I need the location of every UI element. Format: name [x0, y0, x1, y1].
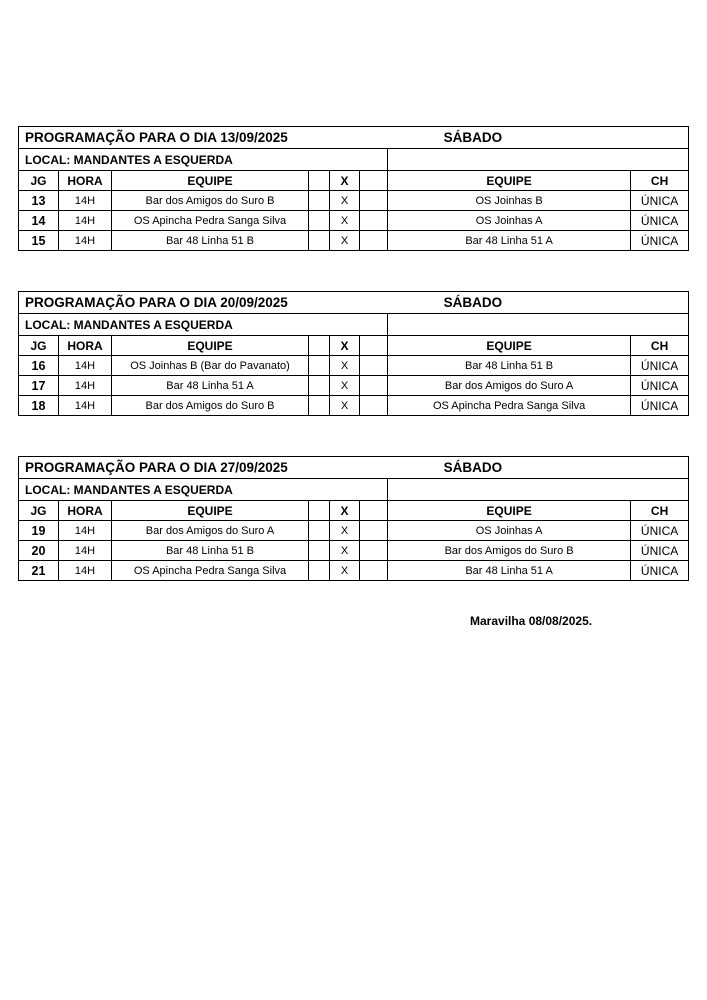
- schedule-local-blank: [388, 314, 689, 336]
- schedule-table: [18, 456, 689, 581]
- schedule-title-row: [19, 292, 689, 314]
- game-ch: ÚNICA: [631, 231, 689, 251]
- away-team: OS Apincha Pedra Sanga Silva: [388, 396, 631, 416]
- versus: X: [330, 376, 360, 396]
- versus: X: [330, 231, 360, 251]
- versus: X: [330, 191, 360, 211]
- versus: X: [330, 541, 360, 561]
- away-team: Bar 48 Linha 51 A: [388, 561, 631, 581]
- header-hora: HORA: [59, 171, 112, 191]
- spacer-cell: [360, 541, 388, 561]
- schedule-local-row: [19, 149, 689, 171]
- spacer-cell: [309, 521, 330, 541]
- game-time: 14H: [59, 376, 112, 396]
- game-ch: ÚNICA: [631, 191, 689, 211]
- header-home-team: EQUIPE: [112, 171, 309, 191]
- game-time: 14H: [59, 521, 112, 541]
- header-ch: CH: [631, 336, 689, 356]
- game-row: [19, 211, 689, 231]
- game-row: [19, 376, 689, 396]
- spacer-cell: [360, 356, 388, 376]
- game-number: 14: [19, 211, 59, 231]
- schedule-local: LOCAL: MANDANTES A ESQUERDA: [19, 149, 388, 171]
- game-number: 21: [19, 561, 59, 581]
- spacer-cell: [309, 211, 330, 231]
- game-number: 16: [19, 356, 59, 376]
- home-team: Bar 48 Linha 51 B: [112, 541, 309, 561]
- game-number: 15: [19, 231, 59, 251]
- header-jg: JG: [19, 501, 59, 521]
- spacer-cell: [360, 231, 388, 251]
- header-away-team: EQUIPE: [388, 171, 631, 191]
- game-time: 14H: [59, 356, 112, 376]
- spacer-cell: [360, 376, 388, 396]
- game-row: [19, 521, 689, 541]
- schedule-block-1: [18, 126, 688, 251]
- home-team: Bar 48 Linha 51 B: [112, 231, 309, 251]
- game-number: 20: [19, 541, 59, 561]
- header-x: X: [330, 501, 360, 521]
- game-row: [19, 541, 689, 561]
- spacer-cell: [360, 191, 388, 211]
- spacer-cell: [360, 561, 388, 581]
- spacer-cell: [360, 521, 388, 541]
- spacer-cell: [309, 356, 330, 376]
- spacer-cell: [309, 376, 330, 396]
- game-number: 13: [19, 191, 59, 211]
- schedule-weekday: SÁBADO: [388, 127, 689, 149]
- versus: X: [330, 211, 360, 231]
- home-team: Bar dos Amigos do Suro B: [112, 191, 309, 211]
- schedule-local-row: [19, 314, 689, 336]
- schedule-local: LOCAL: MANDANTES A ESQUERDA: [19, 314, 388, 336]
- header-spacer: [360, 336, 388, 356]
- schedule-title: PROGRAMAÇÃO PARA O DIA 20/09/2025: [19, 292, 388, 314]
- header-jg: JG: [19, 336, 59, 356]
- header-away-team: EQUIPE: [388, 336, 631, 356]
- game-time: 14H: [59, 191, 112, 211]
- game-number: 19: [19, 521, 59, 541]
- spacer-cell: [360, 211, 388, 231]
- header-home-team: EQUIPE: [112, 501, 309, 521]
- game-number: 18: [19, 396, 59, 416]
- game-ch: ÚNICA: [631, 541, 689, 561]
- game-number: 17: [19, 376, 59, 396]
- schedule-block-2: [18, 291, 688, 416]
- game-row: [19, 396, 689, 416]
- home-team: Bar dos Amigos do Suro B: [112, 396, 309, 416]
- schedule-weekday: SÁBADO: [388, 292, 689, 314]
- spacer-cell: [309, 396, 330, 416]
- schedule-local-blank: [388, 479, 689, 501]
- spacer-cell: [360, 396, 388, 416]
- away-team: Bar 48 Linha 51 B: [388, 356, 631, 376]
- game-time: 14H: [59, 211, 112, 231]
- versus: X: [330, 396, 360, 416]
- schedule-title: PROGRAMAÇÃO PARA O DIA 13/09/2025: [19, 127, 388, 149]
- game-row: [19, 231, 689, 251]
- home-team: Bar dos Amigos do Suro A: [112, 521, 309, 541]
- away-team: Bar dos Amigos do Suro A: [388, 376, 631, 396]
- header-hora: HORA: [59, 336, 112, 356]
- schedule-table: [18, 126, 689, 251]
- home-team: Bar 48 Linha 51 A: [112, 376, 309, 396]
- header-away-team: EQUIPE: [388, 501, 631, 521]
- schedule-header-row: [19, 501, 689, 521]
- game-ch: ÚNICA: [631, 211, 689, 231]
- header-home-team: EQUIPE: [112, 336, 309, 356]
- header-hora: HORA: [59, 501, 112, 521]
- spacer-cell: [309, 541, 330, 561]
- away-team: OS Joinhas A: [388, 211, 631, 231]
- game-row: [19, 356, 689, 376]
- spacer-cell: [309, 191, 330, 211]
- schedule-local: LOCAL: MANDANTES A ESQUERDA: [19, 479, 388, 501]
- schedule-title: PROGRAMAÇÃO PARA O DIA 27/09/2025: [19, 457, 388, 479]
- game-row: [19, 561, 689, 581]
- schedule-weekday: SÁBADO: [388, 457, 689, 479]
- home-team: OS Apincha Pedra Sanga Silva: [112, 561, 309, 581]
- game-ch: ÚNICA: [631, 356, 689, 376]
- header-spacer: [360, 501, 388, 521]
- schedule-table: [18, 291, 689, 416]
- away-team: OS Joinhas A: [388, 521, 631, 541]
- header-spacer: [309, 171, 330, 191]
- schedule-local-blank: [388, 149, 689, 171]
- away-team: Bar 48 Linha 51 A: [388, 231, 631, 251]
- schedule-header-row: [19, 171, 689, 191]
- schedule-header-row: [19, 336, 689, 356]
- game-ch: ÚNICA: [631, 376, 689, 396]
- game-time: 14H: [59, 231, 112, 251]
- versus: X: [330, 356, 360, 376]
- header-ch: CH: [631, 501, 689, 521]
- header-x: X: [330, 336, 360, 356]
- game-row: [19, 191, 689, 211]
- header-x: X: [330, 171, 360, 191]
- schedule-block-3: [18, 456, 688, 581]
- place-date-signature: Maravilha 08/08/2025.: [470, 614, 593, 628]
- game-time: 14H: [59, 541, 112, 561]
- game-time: 14H: [59, 396, 112, 416]
- game-ch: ÚNICA: [631, 396, 689, 416]
- game-ch: ÚNICA: [631, 521, 689, 541]
- versus: X: [330, 521, 360, 541]
- home-team: OS Joinhas B (Bar do Pavanato): [112, 356, 309, 376]
- game-ch: ÚNICA: [631, 561, 689, 581]
- header-spacer: [309, 336, 330, 356]
- header-spacer: [309, 501, 330, 521]
- spacer-cell: [309, 231, 330, 251]
- spacer-cell: [309, 561, 330, 581]
- away-team: Bar dos Amigos do Suro B: [388, 541, 631, 561]
- header-ch: CH: [631, 171, 689, 191]
- schedule-title-row: [19, 127, 689, 149]
- home-team: OS Apincha Pedra Sanga Silva: [112, 211, 309, 231]
- schedule-title-row: [19, 457, 689, 479]
- header-jg: JG: [19, 171, 59, 191]
- header-spacer: [360, 171, 388, 191]
- away-team: OS Joinhas B: [388, 191, 631, 211]
- game-time: 14H: [59, 561, 112, 581]
- schedule-local-row: [19, 479, 689, 501]
- versus: X: [330, 561, 360, 581]
